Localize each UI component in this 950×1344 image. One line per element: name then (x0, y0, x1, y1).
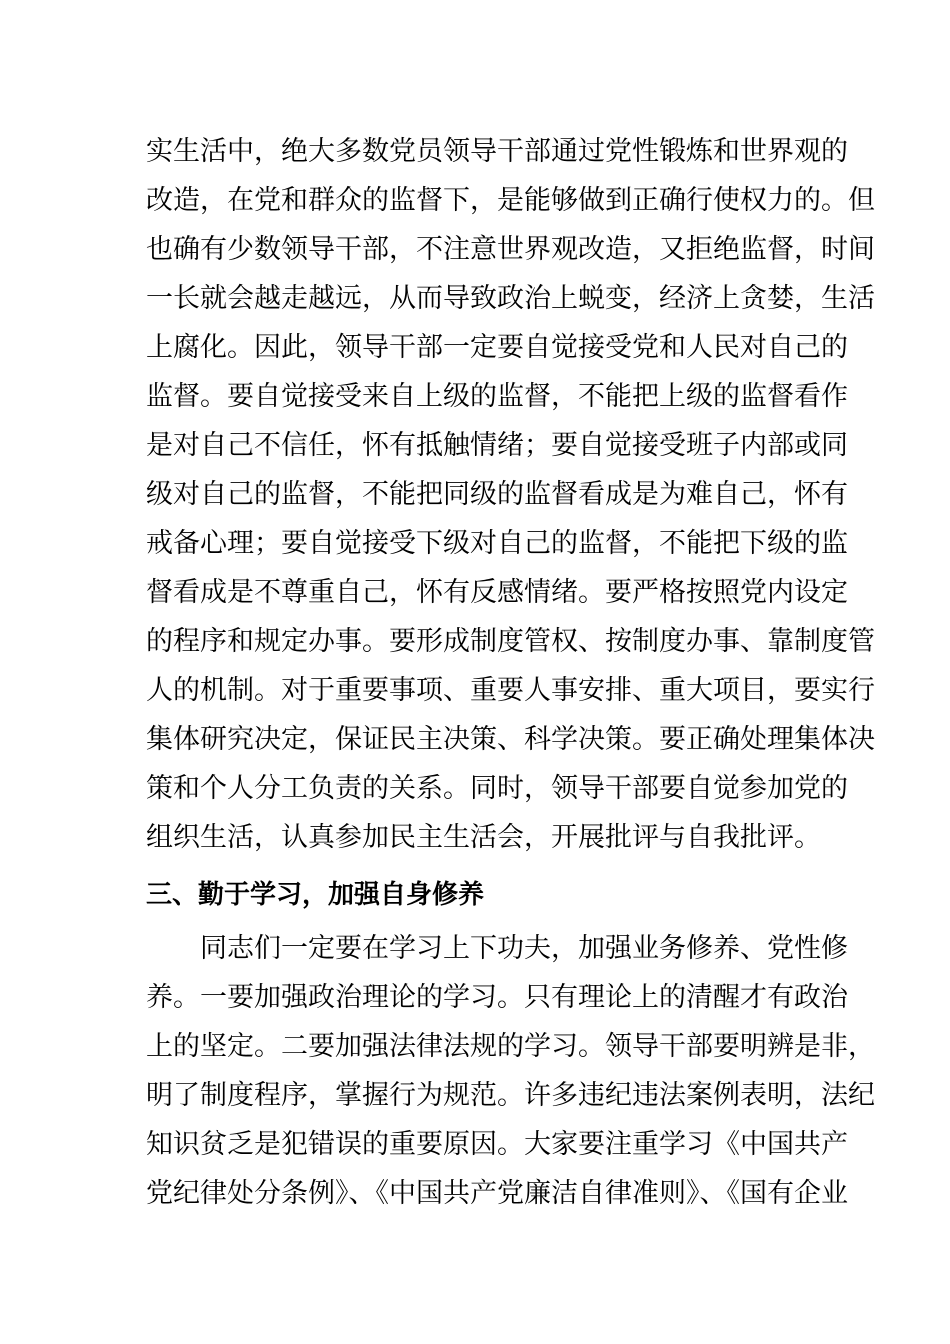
section-3-heading: 三、勤于学习，加强自身修养 (146, 880, 485, 910)
paragraph1-line-12: 人的机制。对于重要事项、重要人事安排、重大项目，要实行 (146, 675, 875, 706)
paragraph1-line-13: 集体研究决定，保证民主决策、科学决策。要正确处理集体决 (146, 724, 875, 755)
paragraph1-line-1: 实生活中，绝大多数党员领导干部通过党性锻炼和世界观的 (146, 136, 848, 167)
paragraph1-line-5: 上腐化。因此，领导干部一定要自觉接受党和人民对自己的 (146, 332, 848, 363)
paragraph2-line-4: 明了制度程序，掌握行为规范。许多违纪违法案例表明，法纪 (146, 1080, 875, 1111)
paragraph1-line-8: 级对自己的监督，不能把同级的监督看成是为难自己，怀有 (146, 479, 848, 510)
paragraph1-line-15: 组织生活，认真参加民主生活会，开展批评与自我批评。 (146, 822, 821, 853)
paragraph1-line-4: 一长就会越走越远，从而导致政治上蜕变，经济上贪婪，生活 (146, 283, 875, 314)
paragraph2-line-6: 党纪律处分条例》、《中国共产党廉洁自律准则》、《国有企业 (146, 1178, 848, 1209)
paragraph1-line-3: 也确有少数领导干部，不注意世界观改造，又拒绝监督，时间 (146, 234, 875, 265)
paragraph2-line-1: 同志们一定要在学习上下功夫，加强业务修养、党性修 (200, 933, 848, 964)
paragraph1-line-6: 监督。要自觉接受来自上级的监督，不能把上级的监督看作 (146, 381, 848, 412)
paragraph1-line-9: 戒备心理；要自觉接受下级对自己的监督，不能把下级的监 (146, 528, 848, 559)
paragraph1-line-2: 改造，在党和群众的监督下，是能够做到正确行使权力的。但 (146, 185, 875, 216)
paragraph1-line-11: 的程序和规定办事。要形成制度管权、按制度办事、靠制度管 (146, 626, 875, 657)
paragraph2-line-5: 知识贫乏是犯错误的重要原因。大家要注重学习《中国共产 (146, 1129, 848, 1160)
paragraph1-line-14: 策和个人分工负责的关系。同时，领导干部要自觉参加党的 (146, 773, 848, 804)
paragraph2-line-2: 养。一要加强政治理论的学习。只有理论上的清醒才有政治 (146, 982, 848, 1013)
paragraph2-line-3: 上的坚定。二要加强法律法规的学习。领导干部要明辨是非， (146, 1031, 875, 1062)
paragraph1-line-7: 是对自己不信任，怀有抵触情绪；要自觉接受班子内部或同 (146, 430, 848, 461)
paragraph1-line-10: 督看成是不尊重自己，怀有反感情绪。要严格按照党内设定 (146, 577, 848, 608)
